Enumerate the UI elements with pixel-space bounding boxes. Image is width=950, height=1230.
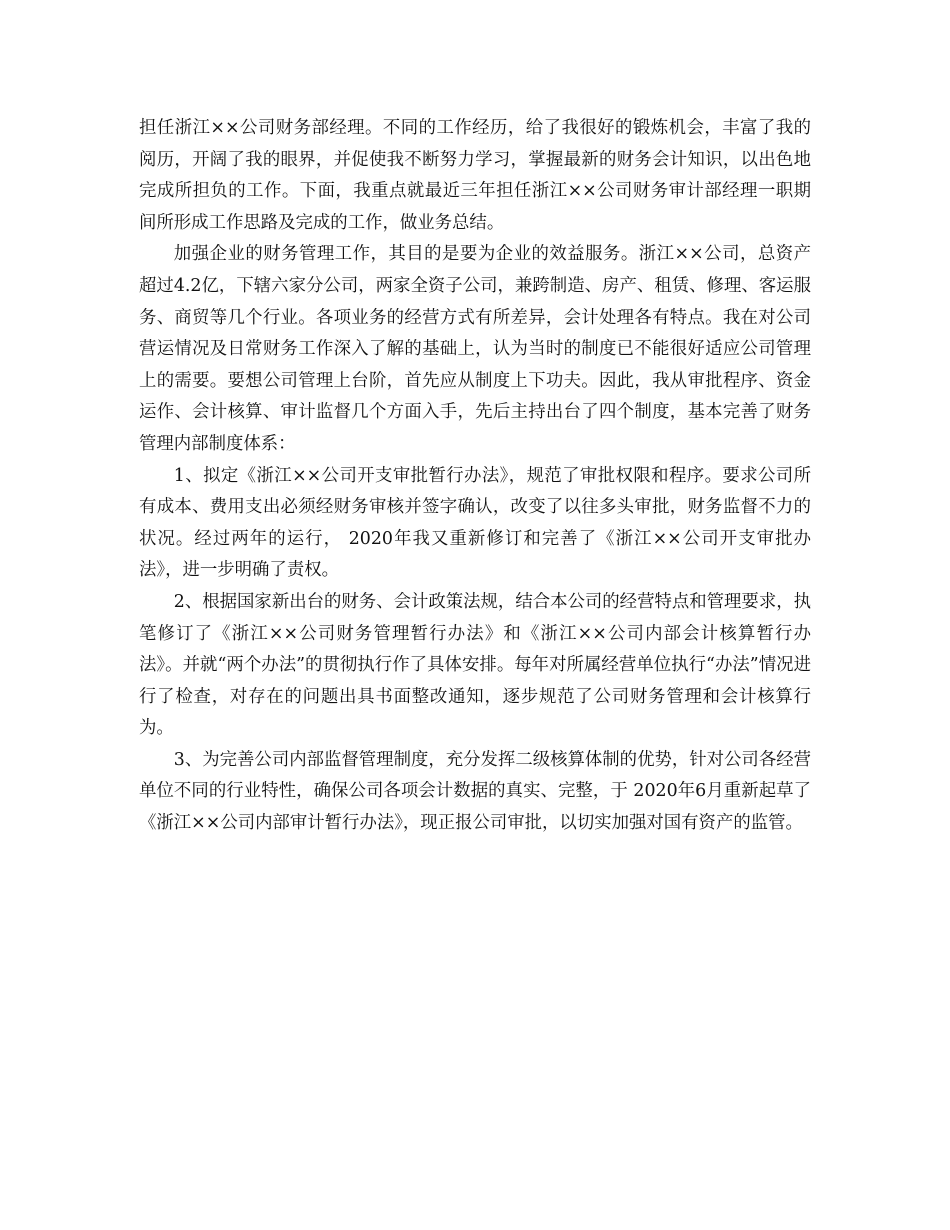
- paragraph-item-2: 2、根据国家新出台的财务、会计政策法规，结合本公司的经营特点和管理要求，执笔修订了《浙江××公司财务管理暂行办法》和《浙江××公司内部会计核算暂行办法》。并就“两个办法”的贯彻执行作了具体安排。每年对所属经营单位执行“办法”情况进行了检查，对存在的问题出具书面整改通知，逐步规范了公司财务管理和会计核算行为。: [139, 591, 811, 739]
- document-body: [139, 113, 811, 840]
- paragraph-item-1: 1、拟定《浙江××公司开支审批暂行办法》，规范了审批权限和程序。要求公司所有成本、费用支出必须经财务审核并签字确认，改变了以往多头审批，财务监督不力的状况。经过两年的运行， 2020年我又重新修订和完善了《浙江××公司开支审批办法》，进一步明确了责权。: [139, 465, 811, 581]
- paragraph-financial-management: 加强企业的财务管理工作，其目的是要为企业的效益服务。浙江××公司，总资产超过4.2亿，下辖六家分公司，两家全资子公司，兼跨制造、房产、租赁、修理、客运服务、商贸等几个行业。各项业务的经营方式有所差异，会计处理各有特点。我在对公司营运情况及日常财务工作深入了解的基础上，认为当时的制度已不能很好适应公司管理上的需要。要想公司管理上台阶，首先应从制度上下功夫。因此，我从审批程序、资金运作、会计核算、审计监督几个方面入手，先后主持出台了四个制度，基本完善了财务管理内部制度体系：: [139, 244, 811, 454]
- paragraph-continuation: 担任浙江××公司财务部经理。不同的工作经历，给了我很好的锻炼机会，丰富了我的阅历，开阔了我的眼界，并促使我不断努力学习，掌握最新的财务会计知识，以出色地完成所担负的工作。下面，我重点就最近三年担任浙江××公司财务审计部经理一职期间所形成工作思路及完成的工作，做业务总结。: [139, 118, 811, 233]
- paragraph-item-3: 3、为完善公司内部监督管理制度，充分发挥二级核算体制的优势，针对公司各经营单位不同的行业特性，确保公司各项会计数据的真实、完整，于 2020年6月重新起草了《浙江××公司内部审计暂行办法》，现正报公司审批，以切实加强对国有资产的监管。: [139, 749, 811, 834]
